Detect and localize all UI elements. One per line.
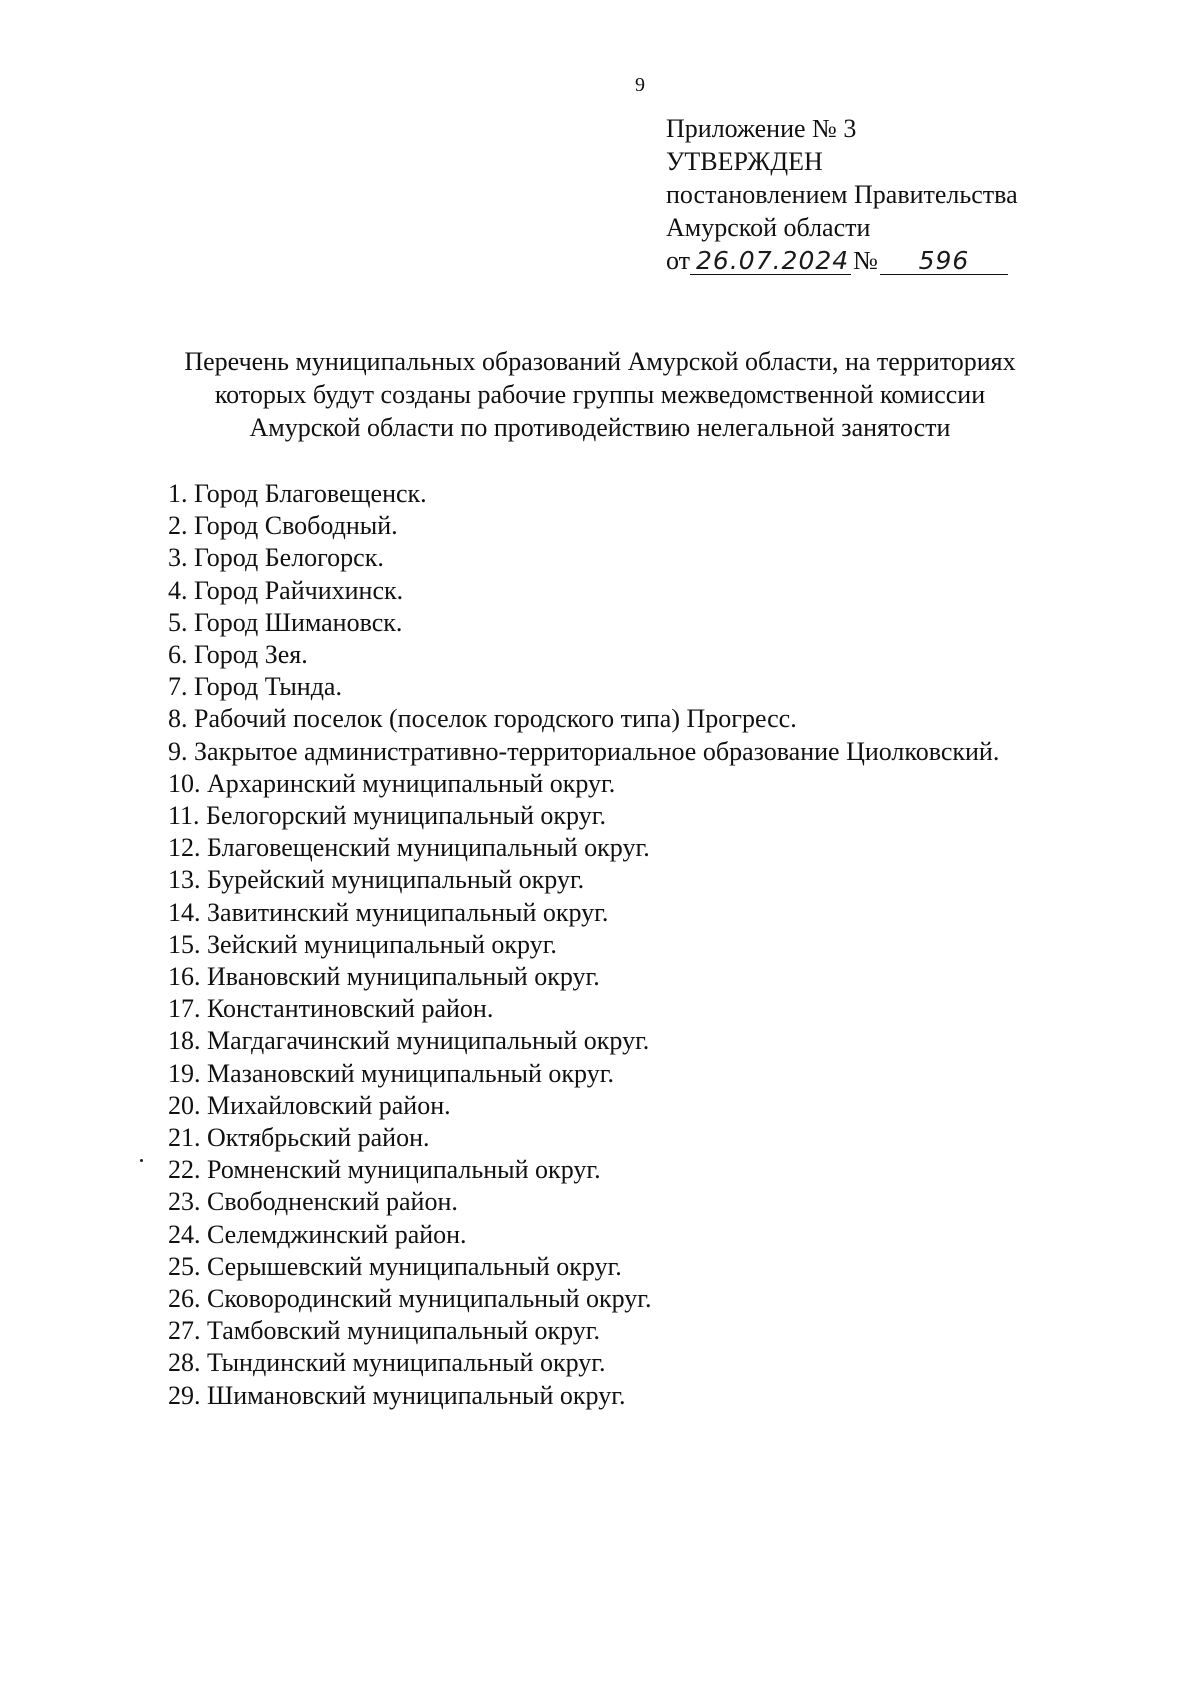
- title-line-3: Амурской области по противодействию нелегальной занятости: [249, 413, 951, 442]
- list-item: 22. Ромненский муниципальный округ.: [168, 1155, 601, 1185]
- list-item: 9. Закрытое административно-территориальное образование Циолковский.: [168, 736, 1000, 766]
- resolution-label: постановлением Правительства: [666, 180, 1018, 209]
- list-item: 3. Город Белогорск.: [168, 543, 384, 573]
- date-prefix: от: [666, 246, 691, 275]
- list-item: 23. Свободненский район.: [168, 1187, 458, 1217]
- list-item: 18. Магдагачинский муниципальный округ.: [168, 1026, 650, 1056]
- list-item: 20. Михайловский район.: [168, 1090, 451, 1120]
- list-item: 27. Тамбовский муниципальный округ.: [168, 1316, 601, 1346]
- title-line-2: которых будут созданы рабочие группы межведомственной комиссии: [214, 380, 986, 409]
- number-sign: №: [853, 246, 878, 275]
- list-item: 6. Город Зея.: [168, 640, 308, 670]
- list-item: 10. Архаринский муниципальный округ.: [168, 768, 616, 798]
- list-item: 15. Зейский муниципальный округ.: [168, 929, 557, 959]
- title-line-1: Перечень муниципальных образований Амурской области, на территориях: [184, 347, 1016, 376]
- list-item: 5. Город Шимановск.: [168, 607, 403, 637]
- list-item: 7. Город Тында.: [168, 672, 342, 702]
- approved-label: УТВЕРЖДЕН: [666, 147, 823, 176]
- list-item: 12. Благовещенский муниципальный округ.: [168, 833, 650, 863]
- appendix-label: Приложение № 3: [666, 114, 857, 143]
- approval-block: [666, 112, 1018, 277]
- list-item: 1. Город Благовещенск.: [168, 479, 427, 508]
- list-item: 28. Тындинский муниципальный округ.: [168, 1348, 606, 1378]
- list-item: 21. Октябрьский район.: [168, 1123, 430, 1153]
- handwritten-date: 26.07.2024: [690, 248, 851, 275]
- page-number: 9: [635, 74, 645, 96]
- list-item: 17. Константиновский район.: [168, 994, 494, 1024]
- document-title: [0, 345, 1200, 444]
- list-item: 25. Серышевский муниципальный округ.: [168, 1251, 622, 1281]
- region-label: Амурской области: [666, 213, 871, 242]
- list-item: 13. Бурейский муниципальный округ.: [168, 865, 585, 895]
- list-item: 24. Селемджинский район.: [168, 1219, 467, 1249]
- list-item: 14. Завитинский муниципальный округ.: [168, 897, 609, 927]
- list-item: 16. Ивановский муниципальный округ.: [168, 962, 600, 992]
- scan-speck: [140, 1159, 143, 1162]
- date-number-line: [666, 244, 1018, 277]
- list-item: 11. Белогорский муниципальный округ.: [168, 801, 606, 831]
- list-item: 19. Мазановский муниципальный округ.: [168, 1058, 614, 1088]
- municipality-list: [168, 478, 999, 1412]
- list-item: 4. Город Райчихинск.: [168, 575, 404, 605]
- handwritten-number: 596: [880, 248, 1008, 275]
- list-item: 26. Сковородинский муниципальный округ.: [168, 1284, 652, 1314]
- list-item: 8. Рабочий поселок (поселок городского типа) Прогресс.: [168, 704, 797, 734]
- list-item: 29. Шимановский муниципальный округ.: [168, 1380, 626, 1410]
- list-item: 2. Город Свободный.: [168, 511, 398, 541]
